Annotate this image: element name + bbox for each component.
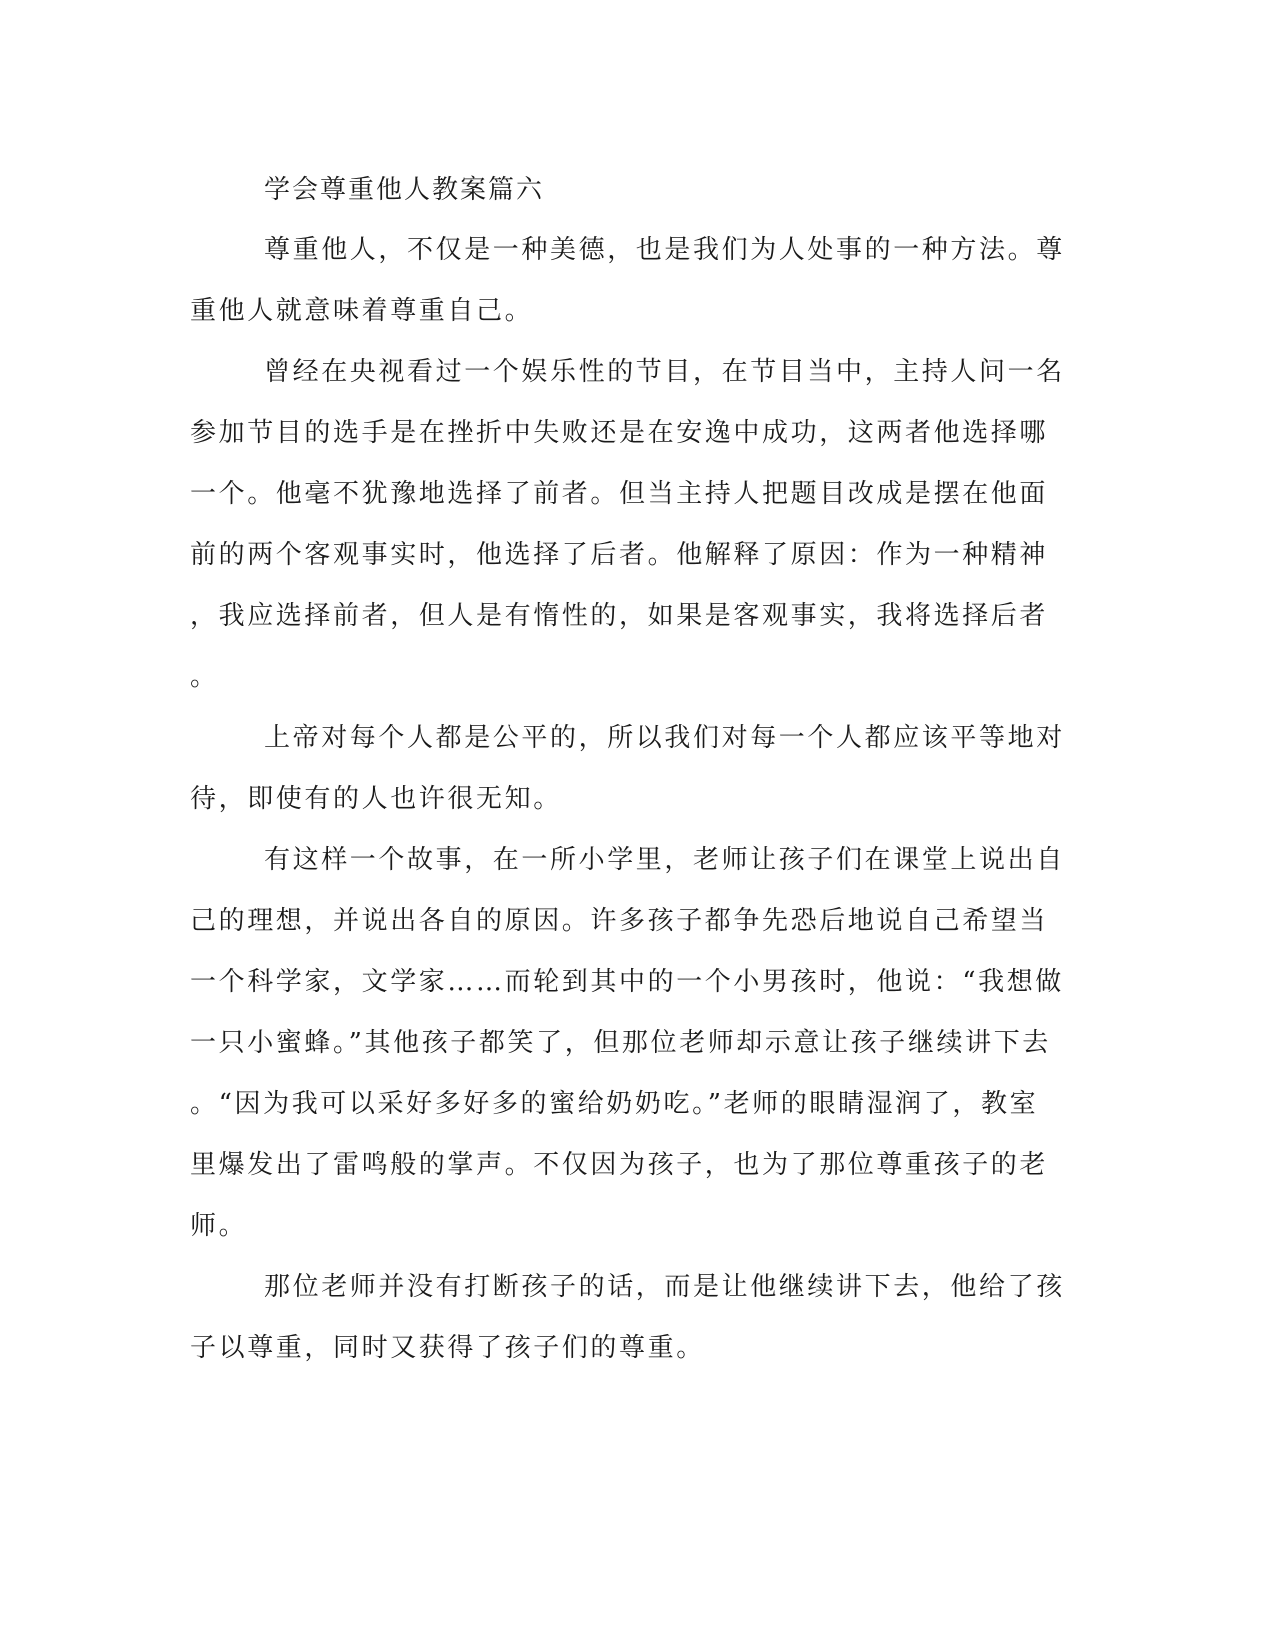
- paragraph-1: [190, 220, 1085, 342]
- paragraph-line: 子以尊重，同时又获得了孩子们的尊重。: [190, 1333, 705, 1363]
- paragraph-2: [190, 342, 1085, 708]
- paragraph-line: 参加节目的选手是在挫折中失败还是在安逸中成功，这两者他选择哪: [190, 418, 1049, 448]
- paragraph-line: 有这样一个故事，在一所小学里，老师让孩子们在课堂上说出自: [264, 845, 1065, 875]
- paragraph-line: 上帝对每个人都是公平的，所以我们对每一个人都应该平等地对: [264, 723, 1065, 753]
- document-page: [190, 160, 1085, 1379]
- paragraph-line: ，我应选择前者，但人是有惰性的，如果是客观事实，我将选择后者: [190, 601, 1049, 631]
- paragraph-line: 前的两个客观事实时，他选择了后者。他解释了原因：作为一种精神: [190, 540, 1049, 570]
- paragraph-line: 一个。他毫不犹豫地选择了前者。但当主持人把题目改成是摆在他面: [190, 479, 1049, 509]
- paragraph-line: 里爆发出了雷鸣般的掌声。不仅因为孩子，也为了那位尊重孩子的老: [190, 1150, 1049, 1180]
- paragraph-line: 一只小蜜蜂。”其他孩子都笑了，但那位老师却示意让孩子继续讲下去: [190, 1028, 1051, 1058]
- paragraph-3: [190, 708, 1085, 830]
- paragraph-line: 。: [190, 662, 219, 692]
- paragraph-line: 尊重他人，不仅是一种美德，也是我们为人处事的一种方法。尊: [264, 235, 1065, 265]
- paragraph-line: 己的理想，并说出各自的原因。许多孩子都争先恐后地说自己希望当: [190, 906, 1049, 936]
- paragraph-line: 曾经在央视看过一个娱乐性的节目，在节目当中，主持人问一名: [264, 357, 1065, 387]
- paragraph-line: 一个科学家，文学家……而轮到其中的一个小男孩时，他说：“我想做: [190, 967, 1064, 997]
- paragraph-4: [190, 830, 1085, 1257]
- paragraph-line: 。“因为我可以采好多好多的蜜给奶奶吃。”老师的眼睛湿润了，教室: [190, 1089, 1039, 1119]
- paragraph-line: 重他人就意味着尊重自己。: [190, 296, 534, 326]
- document-title: 学会尊重他人教案篇六: [264, 175, 545, 205]
- paragraph-5: [190, 1257, 1085, 1379]
- paragraph-line: 那位老师并没有打断孩子的话，而是让他继续讲下去，他给了孩: [264, 1272, 1065, 1302]
- paragraph-line: 师。: [190, 1211, 248, 1241]
- paragraph-line: 待，即使有的人也许很无知。: [190, 784, 562, 814]
